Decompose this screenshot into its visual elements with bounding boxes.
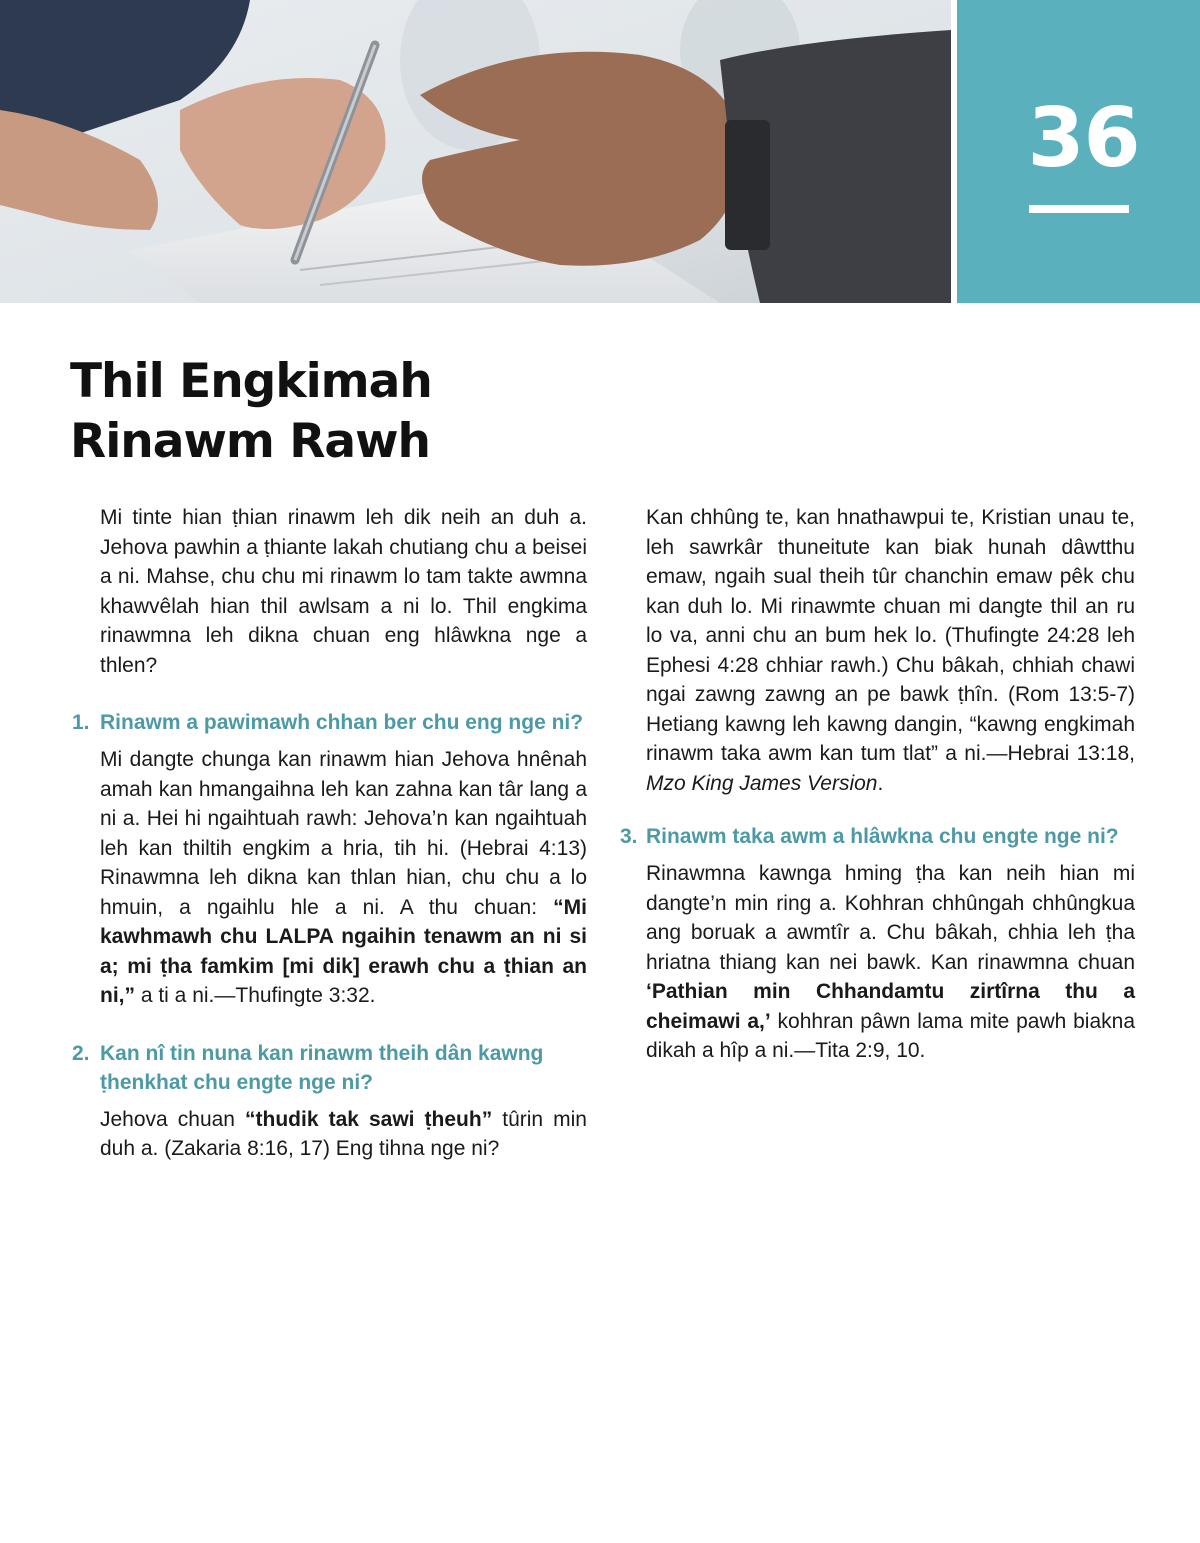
page-title: Thil Engkimah Rinawm Rawh (70, 354, 432, 469)
left-column (72, 503, 587, 1164)
scripture-quote: “Mi kawhmawh chu LALPA ngaihin tenawm an ni si a; mi ṭha famkim [mi dik] erawh chu a ṭhian an ni,” (100, 895, 587, 1007)
answer-2-continued (646, 503, 1135, 798)
question-text: Rinawm a pawimawh chhan ber chu eng nge ni? (100, 711, 584, 734)
scripture-quote: ‘Pathian min Chhandamtu zirtîrna thu a cheimawi a,’ (646, 980, 1135, 1033)
answer-text: a ti a ni.—Thufingte 3:32. (135, 984, 376, 1007)
bible-version: Mzo King James Version (646, 771, 878, 795)
answer-1-paragraph (100, 745, 587, 1011)
question-number: 2. (72, 1041, 90, 1065)
answer-2-paragraph (100, 1105, 587, 1164)
answer-text: tûrin min duh a. (Zakaria 8:16, 17) Eng tihna nge ni? (100, 1107, 587, 1160)
question-2 (72, 1039, 587, 1097)
question-text: Kan nî tin nuna kan rinawm theih dân kawng ṭhenkhat chu engte nge ni? (100, 1041, 544, 1094)
intro-paragraph: Mi tinte hian ṭhian rinawm leh dik neih an duh a. Jehova pawhin a ṭhiante lakah chutiang chu a beisei a ni. Mahse, chu chu mi rinawm lo tam takte awmna khawvêlah hian thil awlsam a ni lo. Thil engkima rinawmna leh dikna chuan eng hlâwkna nge a thlen? (100, 506, 587, 677)
answer-text: Mi dangte chunga kan rinawm hian Jehova hnênah amah kan hmangaihna leh kan zahna kan târ lang a ni a. Hei hi ngaihtuah rawh: Jehova’n kan ngaihtuah leh kan thiltih engkim a hria, tih hi. (Hebrai 4:13) Rinawmna leh dikna kan thlan hian, chu chu a lo hmuin, a ngaihlu hle a ni. A thu chuan: (100, 748, 587, 919)
hero-photo (0, 0, 951, 303)
question-1 (72, 708, 587, 737)
question-number: 1. (72, 711, 90, 734)
scripture-quote: “thudik tak sawi ṭheuh” (245, 1107, 493, 1131)
handshake-signing-photo-icon (0, 0, 951, 303)
answer-text: Kan chhûng te, kan hnathawpui te, Kristian unau te, leh sawrkâr thuneitute kan biak hunah dâwtthu emaw, ngaih sual theih tûr chanchin emaw pêk chu kan duh lo. Mi rinawmte chuan mi dangte thil an ru lo va, anni chu an bum hek lo. (Thufingte 24:28 leh Ephesi 4:28 chhiar rawh.) Chu bâkah, chhiah chawi ngai zawng zawng an pe bawk ṭhîn. (Rom 13:5-7) Hetiang kawng leh kawng dangin, “kawng engkimah rinawm taka awm kan tum tlat” a ni.—Hebrai 13:18, (646, 506, 1135, 765)
chapter-number: 36 (1027, 91, 1140, 186)
answer-text: kohhran pâwn lama mite pawh biakna dikah a hîp a ni.—Tita 2:9, 10. (646, 1009, 1135, 1062)
answer-3-paragraph (646, 859, 1135, 1066)
question-text: Rinawm taka awm a hlâwkna chu engte nge ni? (646, 825, 1119, 848)
answer-text: Rinawmna kawnga hming ṭha kan neih hian mi dangte’n min ring a. Kohhran chhûngah chhûngkua ang boruak a awmtîr a. Chu bâkah, chhia leh ṭha hriatna thiang kan nei bawk. Kan rinawmna chuan (646, 862, 1135, 974)
chapter-underline (1029, 205, 1129, 213)
answer-text: Jehova chuan (100, 1107, 246, 1131)
question-3 (620, 822, 1135, 851)
question-number: 3. (620, 825, 638, 848)
right-column (620, 503, 1135, 1066)
answer-text: . (877, 771, 884, 795)
chapter-badge (957, 0, 1200, 303)
